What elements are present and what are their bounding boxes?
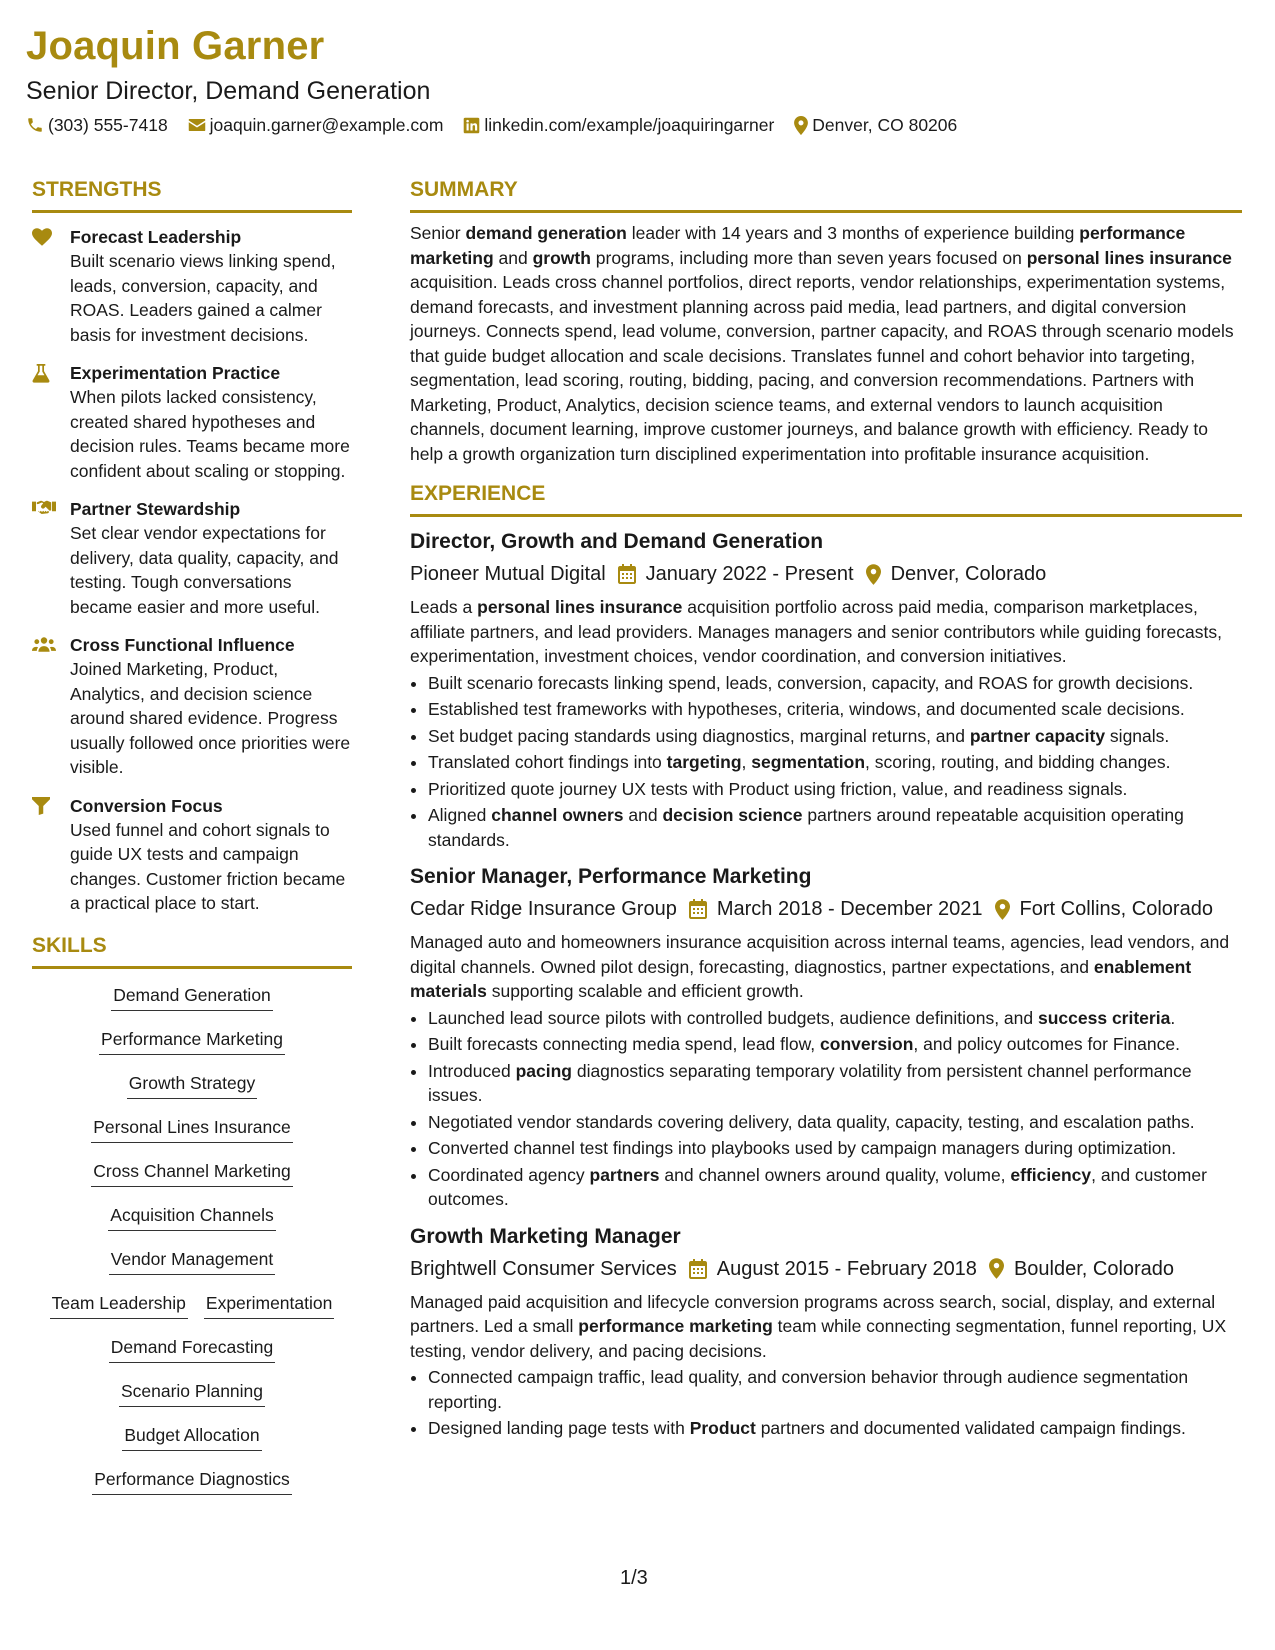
job-location-text: Boulder, Colorado xyxy=(1013,1257,1175,1280)
experience-list xyxy=(410,527,1242,1441)
text-run: , and policy outcomes for Finance. xyxy=(913,1034,1180,1054)
strength-desc: Built scenario views linking spend, leads, conversion, capacity, and ROAS. Leaders gained a calmer basis for investment decisions. xyxy=(70,251,336,345)
text-run: programs, including more than seven years focused on xyxy=(590,247,1027,268)
contact-linkedin[interactable] xyxy=(463,113,774,137)
bold-keyword: pacing xyxy=(515,1060,572,1081)
skill-row xyxy=(32,1203,352,1231)
job-bullet xyxy=(428,1032,1242,1057)
bold-keyword: partner capacity xyxy=(969,725,1106,746)
text-run: Built forecasts connecting media spend, lead flow, xyxy=(428,1034,821,1054)
text-run: acquisition portfolio across paid media, comparison marketplaces, affiliate partners, and lead providers. Manages managers and senior contributors while guiding forecasts, experimentation, investment choices, vendor coordination, and conversion initiatives. xyxy=(410,597,1222,666)
linkedin-text: linkedin.com/example/joaquiringarner xyxy=(484,115,775,135)
text-run: diagnostics separating temporary volatility from persistent channel performance issues. xyxy=(428,1060,1192,1105)
summary-heading: SUMMARY xyxy=(410,176,1242,213)
job-bullet xyxy=(428,803,1242,852)
job-meta xyxy=(410,1254,1242,1284)
job-bullet xyxy=(428,1136,1242,1161)
job-description xyxy=(410,930,1242,1004)
skill-tag: Vendor Management xyxy=(109,1247,275,1275)
skill-row xyxy=(32,1115,352,1143)
experience-heading: EXPERIENCE xyxy=(410,480,1242,517)
text-run: leader with 14 years and 3 months of experience building xyxy=(626,223,1080,243)
strength-title: Partner Stewardship xyxy=(70,499,241,519)
bold-keyword: targeting xyxy=(666,752,742,772)
text-run: Established test frameworks with hypotheses, criteria, windows, and documented scale decisions. xyxy=(428,699,1185,719)
left-column xyxy=(32,176,352,1511)
job-bullet xyxy=(428,724,1242,749)
right-column xyxy=(410,176,1242,1443)
skill-tag: Experimentation xyxy=(204,1291,334,1319)
skill-tag: Scenario Planning xyxy=(119,1379,265,1407)
heart-icon xyxy=(32,228,52,246)
skill-tag: Team Leadership xyxy=(50,1291,188,1319)
job-entry xyxy=(410,862,1242,1212)
funnel-icon xyxy=(32,797,50,815)
bold-keyword: segmentation xyxy=(751,752,866,772)
job-description xyxy=(410,595,1242,669)
text-run: and channel owners around quality, volume, xyxy=(659,1164,1011,1185)
flask-icon xyxy=(32,364,50,383)
text-run: acquisition. Leads cross channel portfolios, direct reports, vendor relationships, experimentation systems, demand forecasts, and investment planning across paid media, lead partners, and digital conversion journeys. Connects spend, lead volume, conversion, partner capacity, and ROAS through scenario models that guide budget allocation and scale decisions. Translates funnel and cohort behavior into targeting, segmentation, lead scoring, routing, bidding, pacing, and conversion recommendations. Partners with Marketing, Product, Analytics, decision science teams, and external vendors to launch acquisition channels, document learning, improve customer journeys, and balance growth with efficiency. Ready to help a growth organization turn disciplined experimentation into profitable insurance acquisition. xyxy=(410,272,1234,464)
job-location xyxy=(995,894,1213,924)
strength-desc: Joined Marketing, Product, Analytics, and decision science around shared evidence. Progress usually followed once priorities were visible. xyxy=(70,659,351,777)
skill-row xyxy=(32,1467,352,1495)
skill-row xyxy=(32,1335,352,1363)
strength-item xyxy=(32,633,352,780)
strength-title: Experimentation Practice xyxy=(70,363,281,383)
job-bullet xyxy=(428,1006,1242,1031)
skill-row xyxy=(32,983,352,1011)
candidate-name: Joaquin Garner xyxy=(26,24,325,68)
text-run: , scoring, routing, and bidding changes. xyxy=(865,752,1171,772)
strength-item xyxy=(32,361,352,483)
skill-row xyxy=(32,1379,352,1407)
bold-keyword: Product xyxy=(689,1418,756,1438)
text-run: Introduced xyxy=(428,1060,516,1081)
job-location xyxy=(866,559,1047,589)
text-run: Set budget pacing standards using diagnostics, marginal returns, and xyxy=(428,725,970,746)
bold-keyword: personal lines insurance xyxy=(1026,247,1232,268)
text-run: Converted channel test findings into playbooks used by campaign managers during optimization. xyxy=(428,1138,1177,1158)
text-run: Senior xyxy=(410,223,466,243)
job-bullets xyxy=(410,1365,1242,1441)
candidate-title: Senior Director, Demand Generation xyxy=(26,77,431,105)
strength-title: Cross Functional Influence xyxy=(70,635,295,655)
job-dates xyxy=(618,559,854,589)
job-title: Senior Manager, Performance Marketing xyxy=(410,865,812,888)
handshake-icon xyxy=(32,500,56,516)
phone-text: (303) 555-7418 xyxy=(48,115,168,135)
job-company: Brightwell Consumer Services xyxy=(410,1257,677,1280)
text-run: , xyxy=(741,752,752,772)
text-run: Managed auto and homeowners insurance acquisition across internal teams, agencies, lead vendors, and digital channels. Owned pilot design, forecasting, diagnostics, partner expectations, and xyxy=(410,932,1230,977)
strength-title: Conversion Focus xyxy=(70,795,223,816)
calendar-icon xyxy=(689,899,707,919)
text-run: Negotiated vendor standards covering delivery, data quality, capacity, testing, and escalation paths. xyxy=(428,1111,1195,1132)
strength-desc: When pilots lacked consistency, created shared hypotheses and decision rules. Teams became more confident about scaling or stopping. xyxy=(70,387,350,481)
job-bullet xyxy=(428,1163,1242,1212)
map-pin-icon xyxy=(989,1258,1004,1279)
contact-email[interactable] xyxy=(188,113,444,137)
map-pin-icon xyxy=(794,116,808,135)
map-pin-icon xyxy=(866,564,881,585)
skill-row xyxy=(32,1247,352,1275)
job-bullet xyxy=(428,1416,1242,1441)
text-run: and xyxy=(623,805,663,825)
job-meta xyxy=(410,894,1242,924)
job-dates-text: January 2022 - Present xyxy=(645,563,854,585)
job-meta xyxy=(410,559,1242,589)
skill-tag: Personal Lines Insurance xyxy=(91,1115,292,1143)
contact-bar xyxy=(26,113,977,137)
job-dates xyxy=(689,1254,977,1284)
email-text: joaquin.garner@example.com xyxy=(209,115,444,135)
job-dates-text: August 2015 - February 2018 xyxy=(716,1257,977,1280)
skill-tag: Cross Channel Marketing xyxy=(91,1159,292,1187)
text-run: Aligned xyxy=(428,805,492,825)
job-location-text: Denver, Colorado xyxy=(890,563,1047,585)
job-dates-text: March 2018 - December 2021 xyxy=(716,898,983,920)
job-location xyxy=(989,1254,1174,1284)
bold-keyword: channel owners xyxy=(491,805,624,825)
text-run: team while connecting segmentation, funnel reporting, UX testing, vendor delivery, and pacing decisions. xyxy=(410,1316,1227,1361)
job-bullet xyxy=(428,750,1242,775)
text-run: Managed paid acquisition and lifecycle conversion programs across search, social, display, and external partners. Led a small xyxy=(410,1291,1216,1336)
job-bullet xyxy=(428,777,1242,802)
text-run: partners and documented validated campaign findings. xyxy=(755,1418,1186,1438)
bold-keyword: efficiency xyxy=(1010,1164,1092,1185)
strength-item xyxy=(32,225,352,347)
strength-item xyxy=(32,497,352,619)
job-description xyxy=(410,1290,1242,1364)
text-run: Coordinated agency xyxy=(428,1164,590,1185)
skill-row xyxy=(32,1071,352,1099)
job-entry xyxy=(410,1222,1242,1441)
text-run: and xyxy=(493,247,533,268)
job-bullet xyxy=(428,671,1242,696)
text-run: . xyxy=(1170,1007,1176,1028)
bold-keyword: partners xyxy=(589,1164,660,1185)
text-run: partners around repeatable acquisition operating standards. xyxy=(428,805,1184,850)
text-run: signals. xyxy=(1105,725,1170,746)
map-pin-icon xyxy=(995,899,1010,920)
calendar-icon xyxy=(689,1259,707,1279)
text-run: Connected campaign traffic, lead quality, and conversion behavior through audience segmentation reporting. xyxy=(428,1367,1189,1412)
text-run: Leads a xyxy=(410,597,478,617)
bold-keyword: demand generation xyxy=(465,223,627,243)
strengths-heading: STRENGTHS xyxy=(32,176,352,213)
skill-tag: Performance Diagnostics xyxy=(92,1467,292,1495)
bold-keyword: enablement materials xyxy=(410,956,1192,1001)
job-dates xyxy=(689,894,983,924)
text-run: Designed landing page tests with xyxy=(428,1418,690,1438)
strength-desc: Used funnel and cohort signals to guide UX tests and campaign changes. Customer friction became a practical place to start. xyxy=(70,819,346,913)
job-title: Director, Growth and Demand Generation xyxy=(410,530,824,553)
bold-keyword: performance marketing xyxy=(410,223,1186,268)
users-icon xyxy=(32,636,56,653)
job-title: Growth Marketing Manager xyxy=(410,1224,681,1248)
text-run: Prioritized quote journey UX tests with Product using friction, value, and readiness signals. xyxy=(428,778,1128,799)
phone-icon xyxy=(26,116,44,134)
strength-desc: Set clear vendor expectations for delivery, data quality, capacity, and testing. Tough conversations became easier and more useful. xyxy=(70,523,339,617)
calendar-icon xyxy=(618,564,636,584)
page-number: 1/3 xyxy=(620,1567,648,1589)
job-location-text: Fort Collins, Colorado xyxy=(1019,898,1213,920)
text-run: Built scenario forecasts linking spend, leads, conversion, capacity, and ROAS for growth decisions. xyxy=(428,672,1194,693)
bold-keyword: success criteria xyxy=(1038,1007,1171,1028)
contact-location xyxy=(794,113,957,137)
bold-keyword: conversion xyxy=(820,1034,914,1054)
job-bullet xyxy=(428,697,1242,722)
skill-tag: Budget Allocation xyxy=(122,1423,261,1451)
job-bullets xyxy=(410,671,1242,853)
job-bullets xyxy=(410,1006,1242,1212)
linkedin-icon xyxy=(463,117,480,134)
skill-row xyxy=(32,1423,352,1451)
bold-keyword: performance marketing xyxy=(578,1316,773,1336)
job-bullet xyxy=(428,1365,1242,1414)
skill-tag: Demand Forecasting xyxy=(109,1335,275,1363)
skill-tag: Acquisition Channels xyxy=(108,1203,275,1231)
job-company: Cedar Ridge Insurance Group xyxy=(410,898,677,920)
text-run: Translated cohort findings into xyxy=(428,752,667,772)
job-company: Pioneer Mutual Digital xyxy=(410,563,606,585)
contact-phone[interactable] xyxy=(26,113,168,137)
job-bullet xyxy=(428,1110,1242,1135)
text-run: Launched lead source pilots with controlled budgets, audience definitions, and xyxy=(428,1007,1038,1028)
skill-tag: Demand Generation xyxy=(111,983,273,1011)
strength-item xyxy=(32,794,352,916)
job-entry xyxy=(410,527,1242,852)
bold-keyword: growth xyxy=(532,247,591,268)
envelope-icon xyxy=(188,117,206,133)
skills-heading: SKILLS xyxy=(32,932,352,969)
text-run: , and customer outcomes. xyxy=(428,1164,1207,1209)
skill-tag: Performance Marketing xyxy=(99,1027,285,1055)
skill-row xyxy=(32,1027,352,1055)
skill-tag: Growth Strategy xyxy=(127,1071,257,1099)
skills-list xyxy=(32,983,352,1511)
job-bullet xyxy=(428,1059,1242,1108)
strength-title: Forecast Leadership xyxy=(70,227,242,247)
summary-text xyxy=(410,221,1242,466)
bold-keyword: personal lines insurance xyxy=(477,597,683,617)
location-text: Denver, CO 80206 xyxy=(812,115,958,135)
strengths-list xyxy=(32,225,352,916)
bold-keyword: decision science xyxy=(662,805,803,825)
skill-row xyxy=(32,1159,352,1187)
skill-row xyxy=(32,1291,352,1319)
text-run: supporting scalable and efficient growth. xyxy=(486,981,804,1001)
